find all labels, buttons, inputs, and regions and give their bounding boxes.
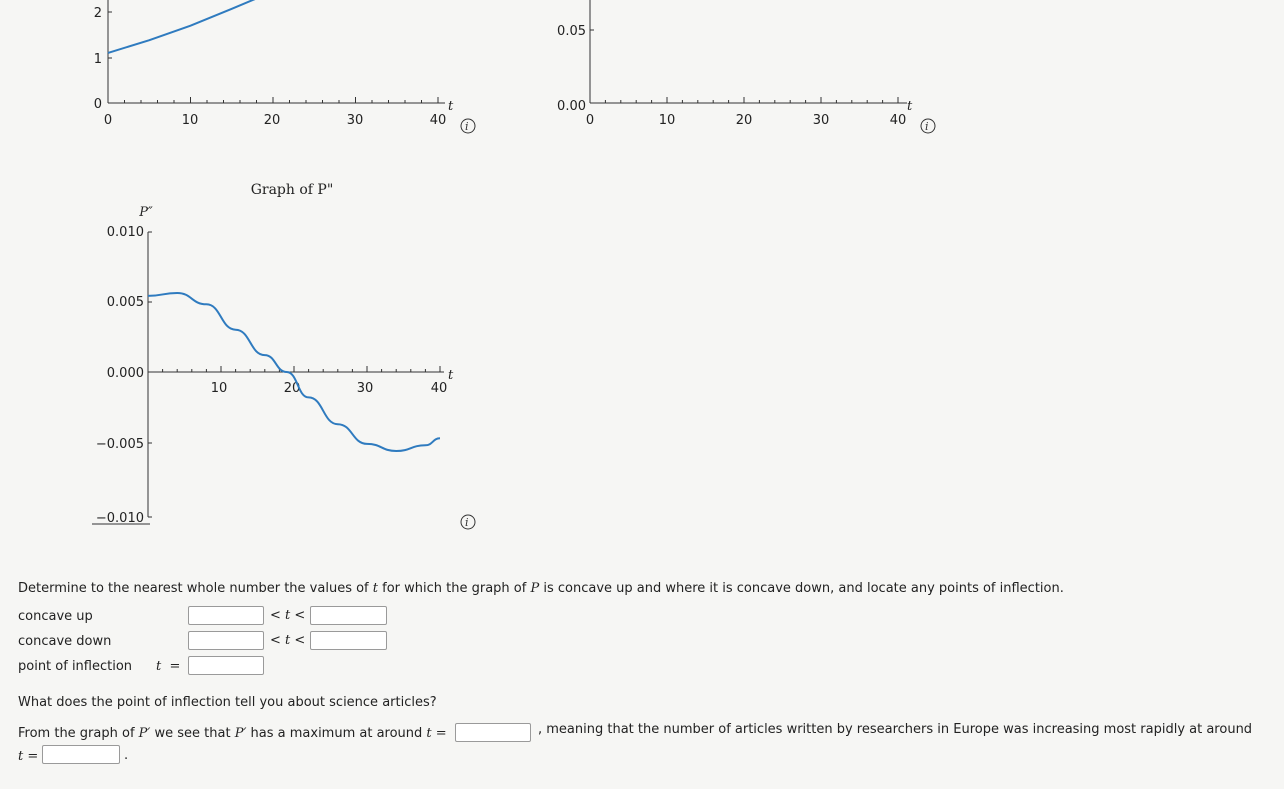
svg-text:i: i <box>465 120 469 133</box>
x-axis-label: t <box>448 368 454 383</box>
y-tick-label: 0.010 <box>106 225 144 240</box>
x-tick-label: 40 <box>429 113 447 128</box>
x-tick-label: 0 <box>585 113 595 128</box>
inflection-input[interactable] <box>188 656 264 675</box>
p-curve <box>108 0 273 53</box>
max-t-input[interactable] <box>455 723 531 742</box>
concave-down-upper-input[interactable] <box>310 631 387 650</box>
less-than-t-less-than: < t < <box>270 633 306 648</box>
y-tick-label: 0.005 <box>106 295 144 310</box>
y-tick-label: −0.005 <box>95 437 144 452</box>
t-equals: t = <box>156 659 181 674</box>
x-tick-label: 10 <box>658 113 676 128</box>
rapid-t-input[interactable] <box>42 745 120 764</box>
x-tick-label: 30 <box>346 113 364 128</box>
x-tick-label: 10 <box>210 381 228 396</box>
y-tick-label: 0.000 <box>106 366 144 381</box>
x-tick-label: 30 <box>812 113 830 128</box>
concave-up-label: concave up <box>18 609 93 624</box>
y-tick-label: 2 <box>93 6 102 21</box>
x-tick-label: 20 <box>263 113 281 128</box>
x-tick-label: 10 <box>181 113 199 128</box>
svg-text:i: i <box>925 120 929 133</box>
inflection-label: point of inflection <box>18 659 133 674</box>
x-tick-label: 40 <box>889 113 907 128</box>
concave-down-label: concave down <box>18 634 112 649</box>
less-than-t-less-than: < t < <box>270 608 306 623</box>
concave-up-upper-input[interactable] <box>310 606 387 625</box>
from-graph-sentence: From the graph of P′ we see that P′ has a maximum at around t = <box>18 726 447 741</box>
meaning-question: What does the point of inflection tell you about science articles? <box>18 695 437 710</box>
x-tick-label: 0 <box>103 113 113 128</box>
svg-text:i: i <box>465 516 469 529</box>
y-tick-label: 1 <box>93 52 102 67</box>
y-tick-label: −0.010 <box>95 511 144 526</box>
chart-title: Graph of P" <box>250 182 334 198</box>
x-tick-label: 30 <box>356 381 374 396</box>
info-icon[interactable] <box>461 119 475 133</box>
x-tick-label: 20 <box>283 381 301 396</box>
chart-p <box>80 0 490 140</box>
y-tick-label: 0.05 <box>557 24 586 39</box>
y-axis-label: P″ <box>139 205 153 220</box>
concave-up-lower-input[interactable] <box>188 606 264 625</box>
x-tick-label: 20 <box>735 113 753 128</box>
y-tick-label: 0.00 <box>557 99 586 114</box>
x-axis-label: t <box>448 99 454 114</box>
info-icon[interactable] <box>921 119 935 133</box>
x-axis-label: t <box>907 99 913 114</box>
question-prompt: Determine to the nearest whole number the values of t for which the graph of P is concave up and where it is concave down, and locate any points of inflection. <box>18 581 1064 596</box>
x-tick-label: 40 <box>430 381 448 396</box>
info-icon[interactable] <box>461 515 475 529</box>
from-graph-sentence-end: , meaning that the number of articles written by researchers in Europe was increasing most rapidly at around <box>538 722 1253 737</box>
concave-down-lower-input[interactable] <box>188 631 264 650</box>
chart-p-double-prime <box>80 175 500 540</box>
chart-p-prime <box>540 0 950 140</box>
period: . <box>124 748 129 763</box>
y-tick-label: 0 <box>93 97 102 112</box>
rapid-t-prefix: t = <box>18 749 39 764</box>
